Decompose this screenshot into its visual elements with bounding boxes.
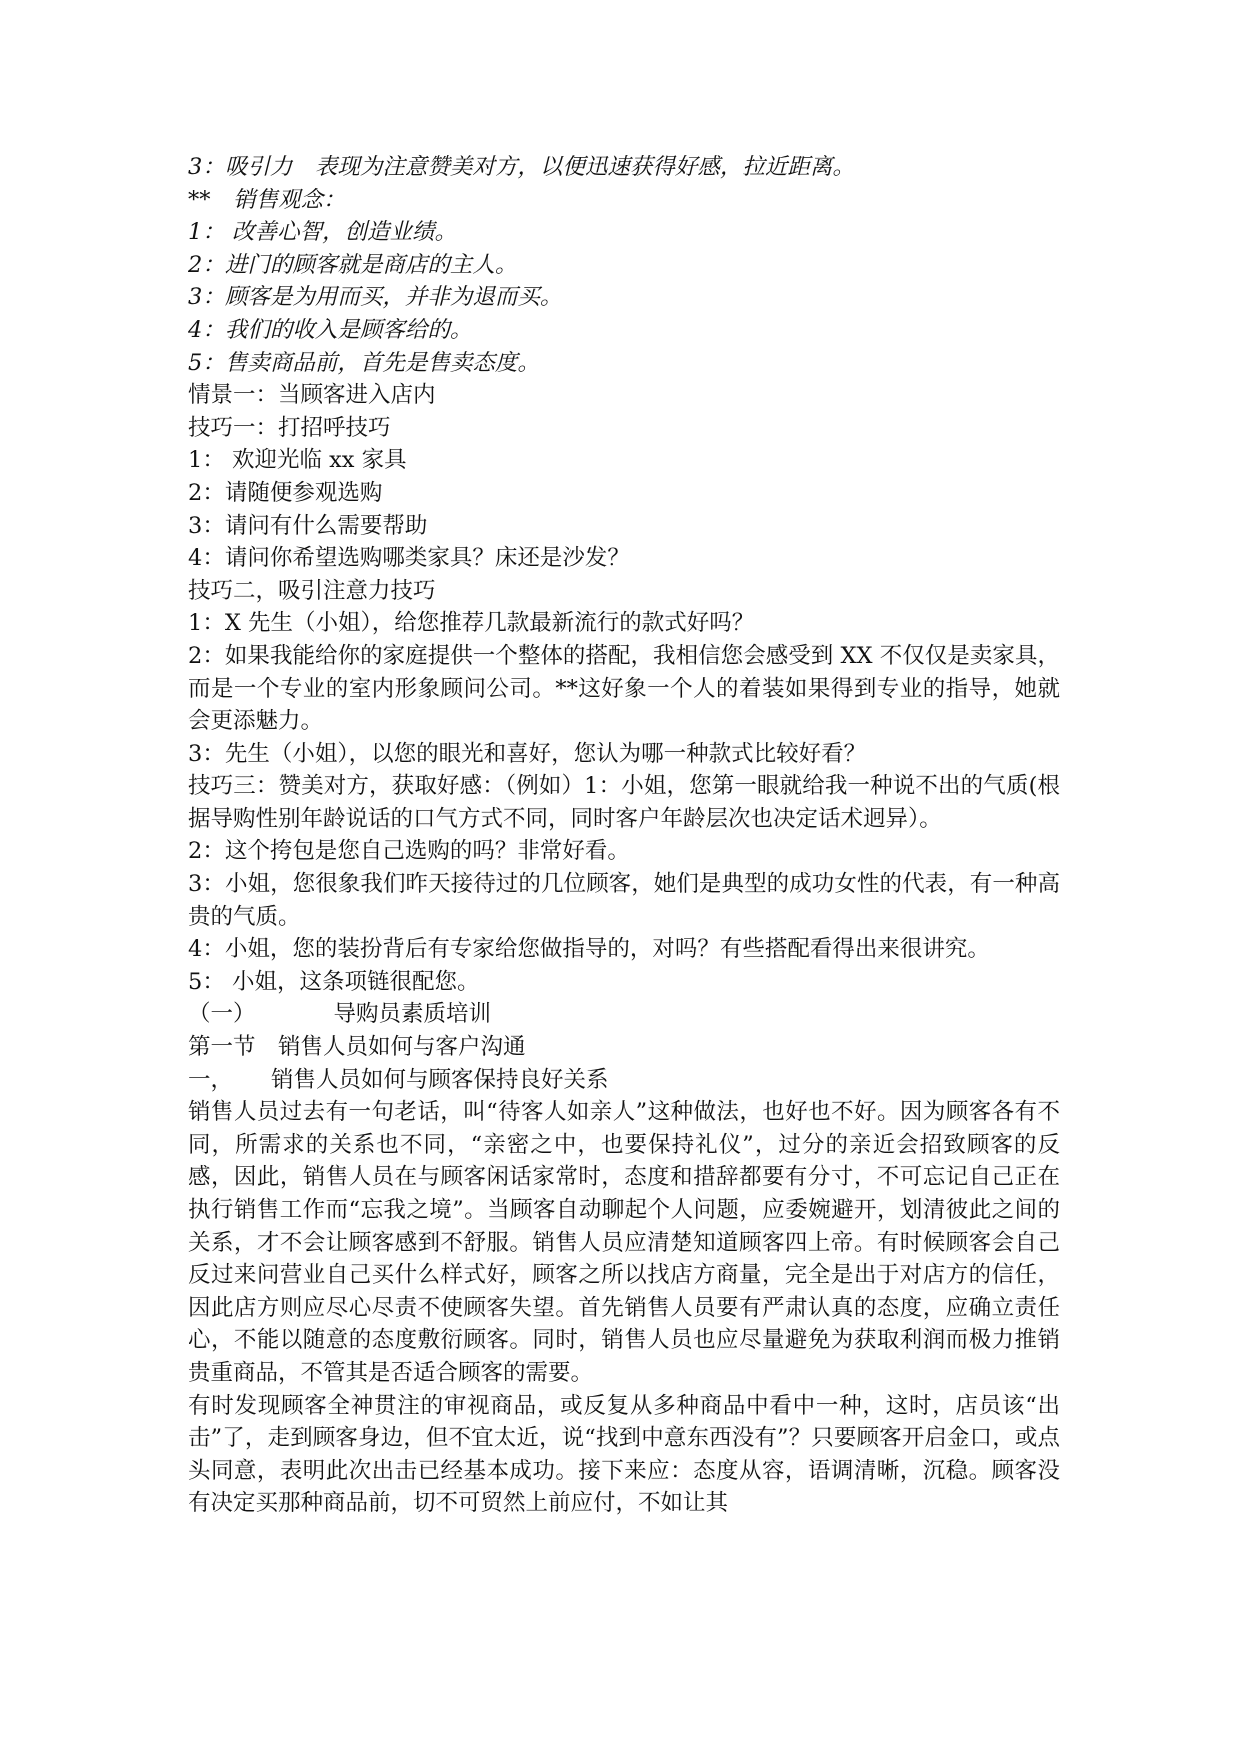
tip-item: 2：请随便参观选购 xyxy=(188,479,383,506)
document-page xyxy=(188,151,1060,1520)
tip-intro-paragraph: 技巧三：赞美对方，获取好感：（例如）1：小姐，您第一眼就给我一种说不出的气质(根据导购性别年龄说话的口气方式不同，同时客户年龄层次也决定话术迥异）。 xyxy=(188,773,1060,832)
tip-item: 3：先生（小姐），以您的眼光和喜好，您认为哪一种款式比较好看？ xyxy=(188,740,867,767)
italic-line: 5：售卖商品前，首先是售卖态度。 xyxy=(188,349,540,376)
italic-line: 3：顾客是为用而买，并非为退而买。 xyxy=(188,284,563,311)
italic-line: 3：吸引力 表现为注意赞美对方，以便迅速获得好感，拉近距离。 xyxy=(188,154,855,180)
subsection-heading xyxy=(188,1064,1060,1097)
scene-title: 情景一：当顾客进入店内 xyxy=(188,382,436,409)
italic-line: 1： 改善心智，创造业绩。 xyxy=(188,219,457,246)
tip-item: 3：请问有什么需要帮助 xyxy=(188,512,428,539)
tip-item-paragraph: 3：小姐，您很象我们昨天接待过的几位顾客，她们是典型的成功女性的代表，有一种高贵的气质。 xyxy=(188,871,1060,930)
tip-title: 技巧二，吸引注意力技巧 xyxy=(188,577,436,604)
subsection-text: 销售人员如何与顾客保持良好关系 xyxy=(271,1066,609,1093)
italic-line: 2：进门的顾客就是商店的主人。 xyxy=(188,251,518,278)
training-heading-number: （一） xyxy=(188,1001,256,1028)
tip-item-paragraph: 2：如果我能给你的家庭提供一个整体的搭配，我相信您会感受到 XX 不仅仅是卖家具，而是一个专业的室内形象顾问公司。**这好象一个人的着装如果得到专业的指导，她就会更添魅力。 xyxy=(188,642,1060,735)
body-paragraph: 销售人员过去有一句老话，叫“待客人如亲人”这种做法，也好也不好。因为顾客各有不同，所需求的关系也不同，“亲密之中，也要保持礼仪”，过分的亲近会招致顾客的反感，因此，销售人员在与顾客闲话家常时，态度和措辞都要有分寸，不可忘记自己正在执行销售工作而“忘我之境”。当顾客自动聊起个人问题，应委婉避开，划清彼此之间的关系，才不会让顾客感到不舒服。销售人员应清楚知道顾客四上帝。有时候顾客会自己反过来问营业自己买什么样式好，顾客之所以找店方商量，完全是出于对店方的信任，因此店方则应尽心尽责不使顾客失望。首先销售人员要有严肃认真的态度，应确立责任心，不能以随意的态度敷衍顾客。同时，销售人员也应尽量避免为获取利润而极力推销贵重商品，不管其是否适合顾客的需要。 xyxy=(188,1099,1060,1386)
section-title: 第一节 销售人员如何与客户沟通 xyxy=(188,1034,526,1061)
subsection-number: 一， xyxy=(188,1066,234,1093)
tip-title: 技巧一：打招呼技巧 xyxy=(188,414,391,441)
training-heading xyxy=(188,998,1060,1031)
tip-item: 4：小姐，您的装扮背后有专家给您做指导的，对吗？有些搭配看得出来很讲究。 xyxy=(188,936,990,963)
body-paragraph: 有时发现顾客全神贯注的审视商品，或反复从多种商品中看中一种，这时，店员该“出击”了，走到顾客身边，但不宜太近，说“找到中意东西没有”？只要顾客开启金口，或点头同意，表明此次出击已经基本成功。接下来应：态度从容，语调清晰，沉稳。顾客没有决定买那种商品前，切不可贸然上前应付，不如让其 xyxy=(188,1392,1060,1517)
tip-item: 2：这个挎包是您自己选购的吗？非常好看。 xyxy=(188,838,630,865)
tip-item: 1：X 先生（小姐），给您推荐几款最新流行的款式好吗？ xyxy=(188,610,755,637)
tip-item: 1： 欢迎光临 xx 家具 xyxy=(188,447,407,474)
italic-line: 4：我们的收入是顾客给的。 xyxy=(188,316,473,343)
training-heading-text: 导购员素质培训 xyxy=(333,1001,492,1028)
tip-item: 5： 小姐，这条项链很配您。 xyxy=(188,968,480,995)
italic-line: ** 销售观念： xyxy=(188,186,346,213)
tip-item: 4：请问你希望选购哪类家具？床还是沙发？ xyxy=(188,545,630,572)
